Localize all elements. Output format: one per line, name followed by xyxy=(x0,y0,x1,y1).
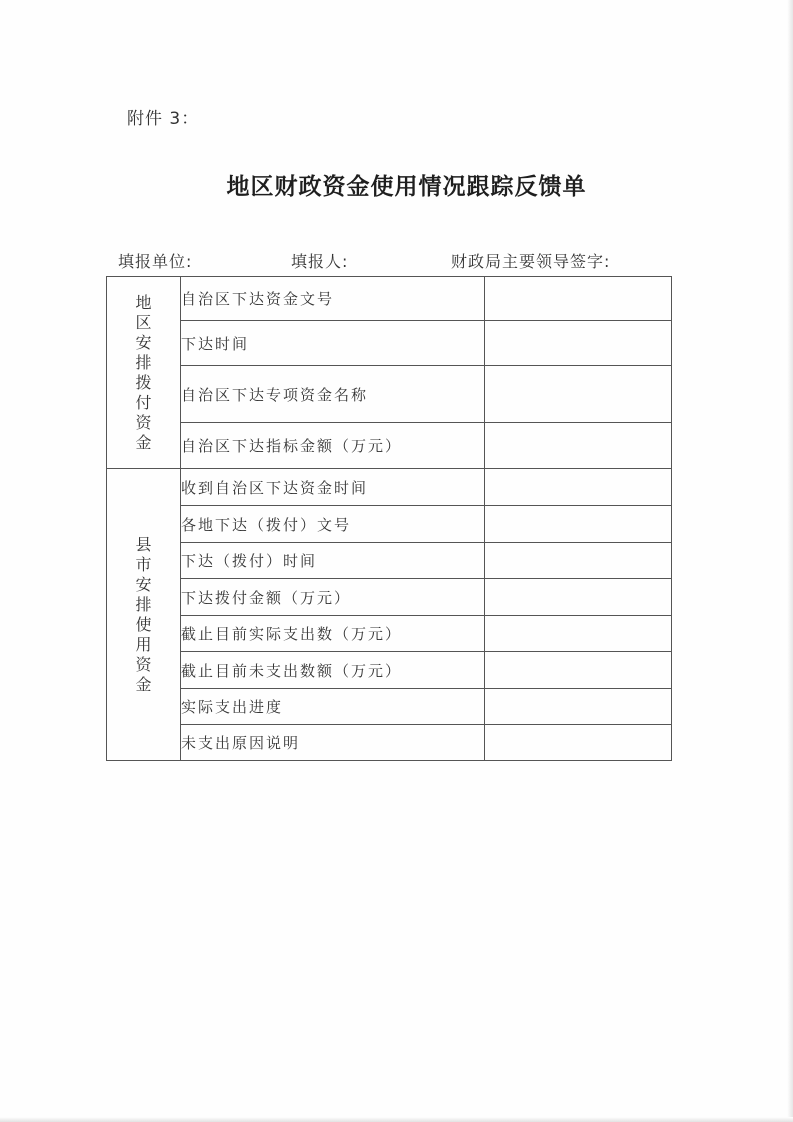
reporter-label: 填报人: xyxy=(291,252,349,271)
document-title: 地区财政资金使用情况跟踪反馈单 xyxy=(226,173,587,200)
row-label: 截止目前未支出数额（万元） xyxy=(181,652,485,689)
scan-edge-bottom xyxy=(0,1117,793,1122)
table-row xyxy=(107,579,672,616)
row-label: 自治区下达专项资金名称 xyxy=(181,366,485,423)
row-value-cell[interactable] xyxy=(485,616,672,652)
row-value-cell[interactable] xyxy=(485,652,672,689)
row-value-cell[interactable] xyxy=(485,277,672,321)
row-label: 截止目前实际支出数（万元） xyxy=(181,616,485,652)
group-label-county xyxy=(107,469,181,761)
group-label-text: 地区安排拨付资金 xyxy=(135,292,152,452)
fill-unit-label: 填报单位: xyxy=(118,252,193,271)
row-label: 各地下达（拨付）文号 xyxy=(181,506,485,543)
table-row xyxy=(107,366,672,423)
row-value-cell[interactable] xyxy=(485,321,672,366)
row-value-cell[interactable] xyxy=(485,689,672,725)
table-row xyxy=(107,652,672,689)
row-value-cell[interactable] xyxy=(485,725,672,761)
row-label: 自治区下达指标金额（万元） xyxy=(181,423,485,469)
row-label: 实际支出进度 xyxy=(181,689,485,725)
header-fields xyxy=(118,249,678,271)
leader-sign-label: 财政局主要领导签字: xyxy=(451,252,611,271)
table-row xyxy=(107,506,672,543)
row-label: 未支出原因说明 xyxy=(181,725,485,761)
table-row xyxy=(107,725,672,761)
row-label: 自治区下达资金文号 xyxy=(181,277,485,321)
row-value-cell[interactable] xyxy=(485,423,672,469)
table-row xyxy=(107,469,672,506)
row-value-cell[interactable] xyxy=(485,366,672,423)
scan-edge-right xyxy=(787,0,793,1122)
row-value-cell[interactable] xyxy=(485,469,672,506)
group-label-text: 县市安排使用资金 xyxy=(135,534,152,694)
attachment-label: 附件 3： xyxy=(127,109,200,129)
table-row xyxy=(107,543,672,579)
group-label-regional xyxy=(107,277,181,469)
row-value-cell[interactable] xyxy=(485,543,672,579)
feedback-form-table xyxy=(106,276,672,761)
table-row xyxy=(107,423,672,469)
row-label: 收到自治区下达资金时间 xyxy=(181,469,485,506)
row-label: 下达拨付金额（万元） xyxy=(181,579,485,616)
table-row xyxy=(107,277,672,321)
table-row xyxy=(107,616,672,652)
row-label: 下达（拨付）时间 xyxy=(181,543,485,579)
table-row xyxy=(107,321,672,366)
table-row xyxy=(107,689,672,725)
row-value-cell[interactable] xyxy=(485,506,672,543)
row-label: 下达时间 xyxy=(181,321,485,366)
row-value-cell[interactable] xyxy=(485,579,672,616)
